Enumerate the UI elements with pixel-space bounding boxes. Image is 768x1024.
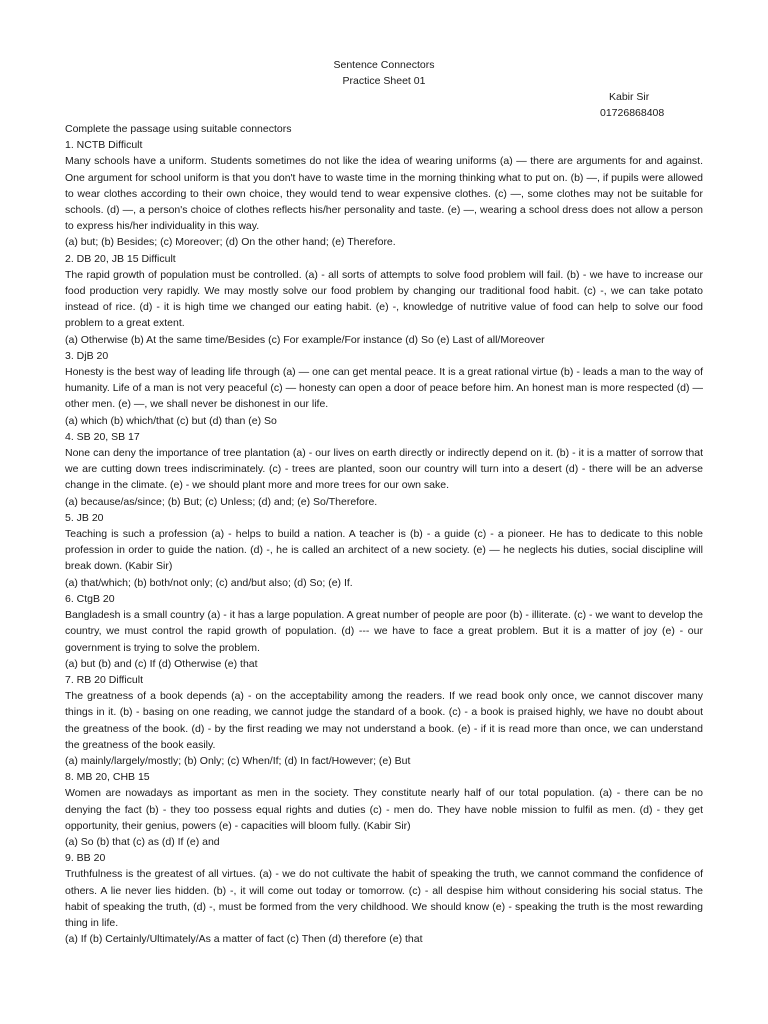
exercise-answer: (a) because/as/since; (b) But; (c) Unless; (d) and; (e) So/Therefore. (65, 495, 378, 508)
exercise-heading: 6. CtgB 20 (65, 592, 115, 605)
exercise-passage: None can deny the importance of tree plantation (a) - our lives on earth directly or indirectly depend on it. (b) - it is a matter of sorrow that we are cutting down trees indiscriminately. (c) - trees are planted, soon our country will turn into a desert (d) - there will be an adverse change in the climate. (e) - we should plant more and more trees for our own sake. (65, 447, 703, 492)
exercise-passage: Truthfulness is the greatest of all virtues. (a) - we do not cultivate the habit of speaking the truth, we cannot command the confidence of others. A lie never lies hidden. (b) -, it will come out today or tomorrow. (c) - all despise him without considering his social status. The habit of speaking the truth, (d) -, must be formed from the very childhood. We should know (e) - speaking the truth is the most rewarding thing in life. (65, 868, 703, 929)
exercise-passage: The greatness of a book depends (a) - on the acceptability among the readers. If we read book only once, we cannot discover many things in it. (b) - basing on one reading, we cannot judge the standard of a book. (c) - a book is praised highly, we have no doubt about the greatness of the book. (d) - by the first reading we may not understand a book. (e) - if it is read more than once, we can understand the greatness of the book easily. (65, 690, 703, 751)
exercise-heading: 8. MB 20, CHB 15 (65, 771, 150, 784)
author-name: Kabir Sir (609, 91, 650, 103)
exercise-answer: (a) If (b) Certainly/Ultimately/As a matter of fact (c) Then (d) therefore (e) that (65, 933, 423, 946)
exercise-answer: (a) Otherwise (b) At the same time/Besides (c) For example/For instance (d) So (e) Last of all/Moreover (65, 333, 545, 346)
exercise-content (65, 121, 703, 947)
exercise-answer: (a) which (b) which/that (c) but (d) than (e) So (65, 414, 277, 427)
exercise-passage: Women are nowadays as important as men in the society. They constitute nearly half of our total population. (a) - there can be no denying the fact (b) - they too possess equal rights and duties (c) - men do. They have noble mission to fulfil as men. (d) - they get opportunity, their genius, powers (e) - capacities will bloom fully. (Kabir Sir) (65, 787, 703, 832)
title-block (0, 57, 768, 89)
exercise-passage: Many schools have a uniform. Students sometimes do not like the idea of wearing uniforms (a) — there are arguments for and against. One argument for school uniform is that you don't have to waste time in the morning thinking what to put on. (b) —, if pupils were allowed to wear clothes according to their own choice, they would tend to wear expensive clothes. (c) —, some clothes may not be suitable for schools. (d) —, a person's choice of clothes reflects his/her personality and taste. (e) —, wearing a school dress does not allow a person to express his/her individuality in this way. (65, 155, 703, 233)
exercise-heading: 4. SB 20, SB 17 (65, 430, 140, 443)
exercise-answer: (a) that/which; (b) both/not only; (c) and/but also; (d) So; (e) If. (65, 576, 353, 589)
author-phone: 01726868408 (600, 107, 665, 120)
exercise-answer: (a) but; (b) Besides; (c) Moreover; (d) On the other hand; (e) Therefore. (65, 236, 396, 249)
exercise-passage: The rapid growth of population must be controlled. (a) - all sorts of attempts to solve food problem will fail. (b) - we have to increase our food production very rapidly. We may mostly solve our food problem by changing our traditional food habit. (c) -, we can take potato instead of rice. (d) - it is high time we changed our eating habit. (e) -, knowledge of nutritive value of food can help to solve our food problem to a great extent. (65, 268, 703, 330)
document-subtitle: Practice Sheet 01 (342, 75, 426, 88)
exercise-heading: 2. DB 20, JB 15 Difficult (65, 252, 176, 265)
exercise-answer: (a) So (b) that (c) as (d) If (e) and (65, 835, 220, 848)
document-title: Sentence Connectors (333, 59, 435, 71)
instruction-text: Complete the passage using suitable connectors (65, 123, 292, 135)
exercise-heading: 7. RB 20 Difficult (65, 673, 144, 686)
exercise-passage: Honesty is the best way of leading life through (a) — one can get mental peace. It is a great rational virtue (b) - leads a man to the way of humanity. Life of a man is not very peaceful (c) — honesty can open a door of peace before him. An honest man is more respected (d) — other men. (e) —, we shall never be dishonest in our life. (65, 366, 703, 411)
author-block (600, 89, 760, 121)
exercise-heading: 5. JB 20 (65, 511, 104, 524)
exercise-answer: (a) mainly/largely/mostly; (b) Only; (c) When/If; (d) In fact/However; (e) But (65, 754, 411, 767)
exercise-answer: (a) but (b) and (c) If (d) Otherwise (e) that (65, 657, 258, 670)
exercise-passage: Teaching is such a profession (a) - helps to build a nation. A teacher is (b) - a guide (c) - a pioneer. He has to dedicate to this noble profession in order to guide the nation. (d) -, he is called an architect of a new society. (e) — he neglects his duties, social discipline will break down. (Kabir Sir) (65, 528, 703, 573)
exercise-heading: 9. BB 20 (65, 852, 106, 865)
exercise-heading: 1. NCTB Difficult (65, 139, 143, 152)
exercise-heading: 3. DjB 20 (65, 349, 109, 362)
exercise-passage: Bangladesh is a small country (a) - it has a large population. A great number of people are poor (b) - illiterate. (c) - we want to develop the country, we must control the rapid growth of population. (d) --- we have to face a great problem. But it is a matter of joy (e) - our government is trying to solve the problem. (65, 609, 703, 654)
